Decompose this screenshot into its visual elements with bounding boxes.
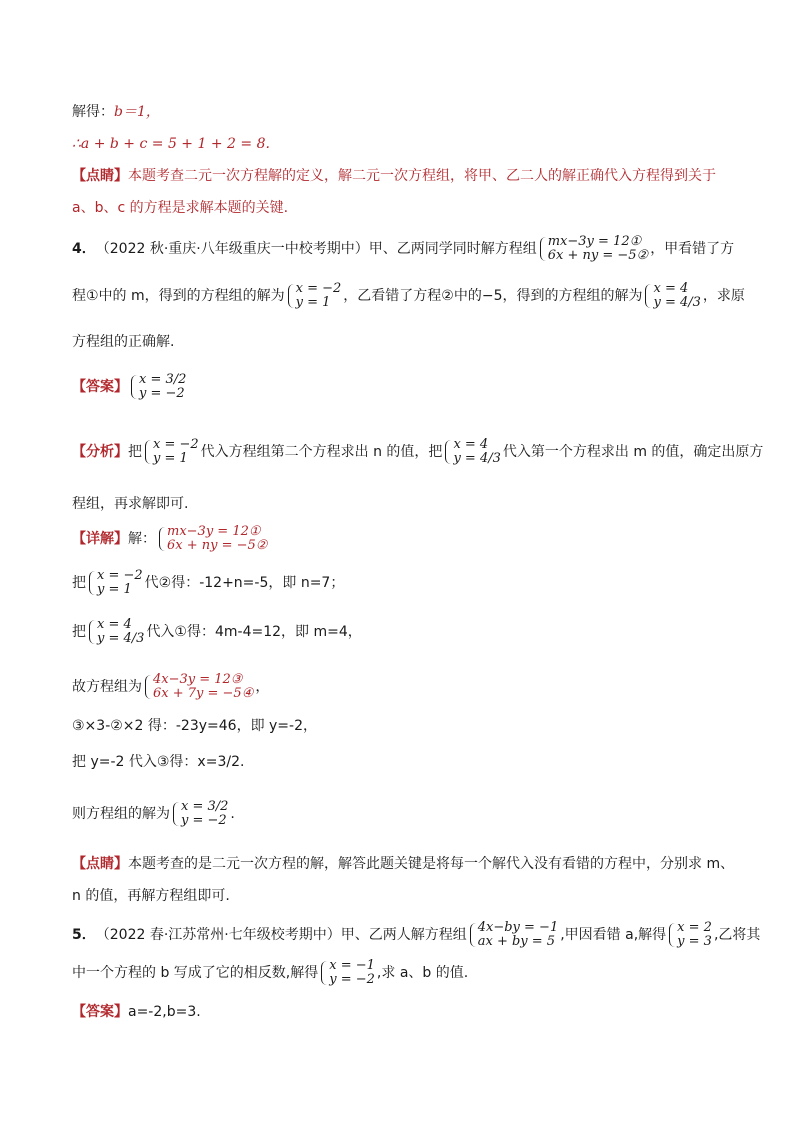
step-text: ， [255,679,270,695]
answer-4 [72,366,188,408]
step-text: 则方程组的解为 [72,806,170,822]
solution-x: x = 4 [453,437,489,452]
analysis-text: 代入方程组第二个方程求出 n 的值，把 [200,444,443,460]
equation-system [539,235,648,263]
solution-system-a [287,282,342,310]
step-system [144,673,253,701]
step-2 [72,612,362,652]
question-text: ,甲因看错 a,解得 [560,927,667,943]
question-text: ,乙将其 [713,927,761,943]
answer-system [130,373,186,401]
question-text: ,求 a、b 的值. [376,965,469,981]
step-5: 把 y=-2 代入③得：x=3/2. [72,754,245,770]
sum-line: ∴a + b + c = 5 + 1 + 2 = 8. [72,136,270,152]
solution-x: x = 4 [653,281,689,296]
comment-text: 本题考查的是二元一次方程的解，解答此题关键是将每一个解代入没有看错的方程中，分别求 m、 [128,856,735,872]
analysis-system-2 [444,438,500,466]
comment-text: 本题考查二元一次方程解的定义，解二元一次方程组，将甲、乙二人的解正确代入方程得到关于 [128,168,716,184]
comment-text-cont: a、b、c 的方程是求解本题的关键. [72,200,289,216]
answer-tag: 【答案】 [72,379,128,395]
equation-4: 6x + 7y = −5④ [153,686,254,701]
solution-y: y = 1 [97,582,132,597]
answer-text: a=-2,b=3. [128,1004,201,1020]
question-4-line1 [72,231,734,267]
solution-y: y = 1 [153,451,188,466]
solution-y: y = 3 [677,934,712,949]
question-source: （2022 秋·重庆·八年级重庆一中校考期中） [95,241,369,257]
answer-y: y = −2 [139,386,185,401]
analysis-tag: 【分析】 [72,444,128,460]
solution-line-b [72,102,160,122]
solution-y: y = 1 [295,295,331,310]
detail-system [158,525,267,553]
solution-system-a [668,921,712,949]
comment-tag: 【点睛】 [72,856,128,872]
equation-1: mx−3y = 12① [547,234,642,249]
equation-system [469,921,558,949]
step-system [88,569,143,597]
analysis-4 [72,430,763,474]
answer-5 [72,1002,201,1022]
step-3 [72,670,269,704]
analysis-4-cont: 程组，再求解即可. [72,496,189,512]
solution-x: x = −2 [97,568,143,583]
detail-4 [72,522,269,556]
solution-x: x = 3/2 [181,799,229,814]
solution-y: y = 4/3 [653,295,701,310]
answer-tag: 【答案】 [72,1004,128,1020]
question-text: 程①中的 m，得到的方程组的解为 [72,288,285,304]
step-1 [72,566,344,600]
comment-block-2 [72,854,734,874]
step-text: 代②得：-12+n=-5，即 n=7； [144,575,345,591]
step-4: ③×3-②×2 得：-23y=46，即 y=-2， [72,718,317,734]
analysis-text: 代入第一个方程求出 m 的值，确定出原方 [502,444,764,460]
analysis-system-1 [144,438,199,466]
question-5-line1 [72,918,760,952]
equation-2: 6x + ny = −5② [167,538,268,553]
solution-y: y = −2 [329,972,375,987]
equation-3: 4x−3y = 12③ [153,672,243,687]
detail-tag: 【详解】 [72,531,128,547]
solution-system-b [644,282,700,310]
question-4-line3: 方程组的正确解. [72,334,175,350]
question-4-line2 [72,276,745,316]
solution-y: y = 4/3 [453,451,501,466]
step-text: 代入①得：4m-4=12，即 m=4， [146,624,362,640]
question-number: 5． [72,927,96,943]
solution-y: y = 4/3 [97,631,145,646]
step-6 [72,794,235,834]
question-text: 甲、乙两同学同时解方程组 [368,241,537,257]
question-source: （2022 春·江苏常州·七年级校考期中） [95,927,341,943]
step-system [88,618,144,646]
question-text: ，乙看错了方程②中的−5，得到的方程组的解为 [343,288,643,304]
final-solution [172,800,228,828]
question-text: ，求原 [702,288,745,304]
comment-tag: 【点睛】 [72,168,128,184]
question-number: 4． [72,241,96,257]
equation-2: 6x + ny = −5② [547,248,649,263]
analysis-text: 把 [128,444,142,460]
equation-1: mx−3y = 12① [167,524,261,539]
solution-y: y = −2 [181,813,227,828]
comment-text-cont: n 的值，再解方程组即可. [72,888,230,904]
step-text: 故方程组为 [72,679,142,695]
step-text: 把 [72,575,86,591]
equation-2: ax + by = 5 [477,934,556,949]
question-text: 中一个方程的 b 写成了它的相反数,解得 [72,965,319,981]
text: 解得： [72,104,114,120]
step-text: . [230,806,235,822]
solution-x: x = −2 [295,281,342,296]
equation: b＝1， [114,104,160,120]
detail-text: 解： [128,531,156,547]
question-5-line2 [72,956,468,990]
question-text: 甲、乙两人解方程组 [340,927,467,943]
question-text: ，甲看错了方 [650,241,735,257]
answer-x: x = 3/2 [139,372,187,387]
solution-x: x = −1 [329,958,375,973]
comment-block-1 [72,166,716,186]
solution-system-b [320,959,375,987]
solution-x: x = −2 [153,437,199,452]
solution-x: x = 2 [677,920,712,935]
equation-1: 4x−by = −1 [477,920,559,935]
step-text: 把 [72,624,86,640]
solution-x: x = 4 [97,617,132,632]
